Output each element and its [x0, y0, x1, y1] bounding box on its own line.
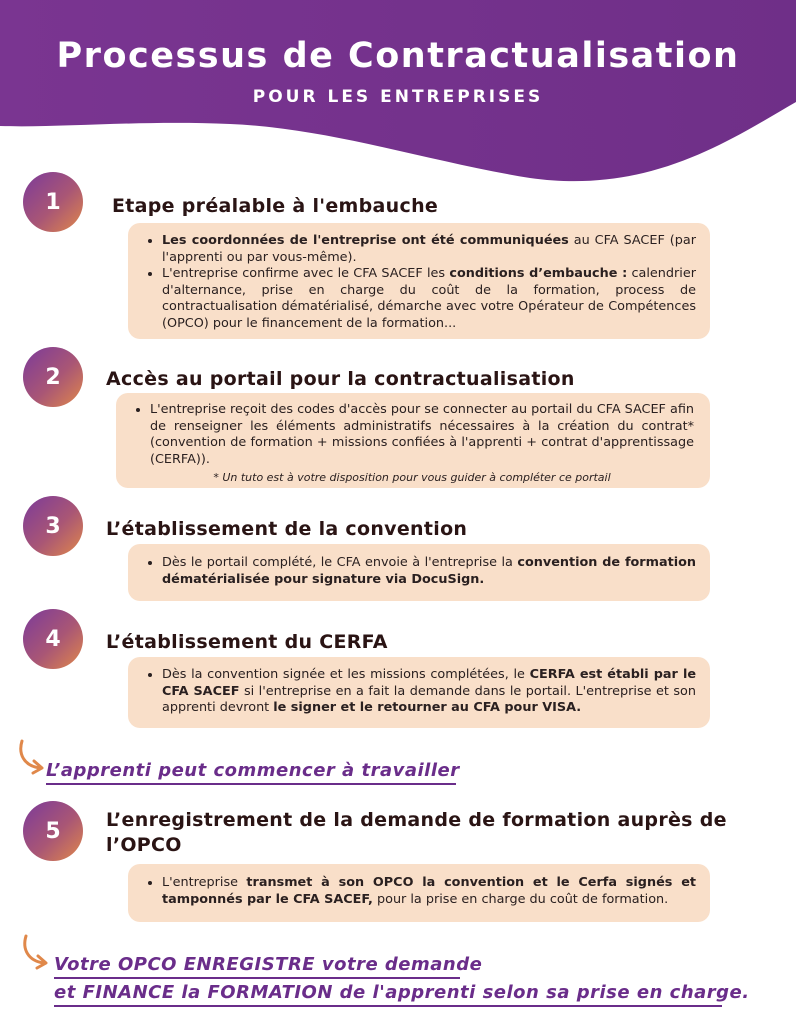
callout-opco-line-2: et FINANCE la FORMATION de l'apprenti selon sa prise en charge.: [54, 982, 750, 1003]
curved-arrow-icon: [18, 933, 52, 973]
step-1-box: [128, 223, 710, 339]
step-2-note: * Un tuto est à votre disposition pour vous guider à compléter ce portail: [213, 471, 611, 484]
callout-start-work: L’apprenti peut commencer à travailler: [46, 760, 460, 781]
step-5-badge: 5: [23, 801, 83, 861]
step-1-bullet-2: • L'entreprise confirme avec le CFA SACEF les conditions d’embauche : calendrier d'alternance, prise en charge du coût de la formation, process de contractualisation dématérialisé, démarche avec votre Opérateur de Compétences (OPCO) pour le financement de la formation...: [162, 266, 696, 332]
step-3-box: [128, 544, 710, 601]
step-4-box: [128, 657, 710, 728]
step-2-badge: 2: [23, 347, 83, 407]
step-3-title: L’établissement de la convention: [106, 518, 468, 540]
step-1-bullet-1: • Les coordonnées de l'entreprise ont été communiquées au CFA SACEF (par l'apprenti ou par vous-même).: [162, 233, 696, 266]
step-5-title: L’enregistrement de la demande de formation auprès de l’OPCO: [106, 809, 727, 856]
page-subtitle: POUR LES ENTREPRISES: [252, 87, 544, 107]
step-5-bullet-1: • L'entreprise transmet à son OPCO la convention et le Cerfa signés et tamponnés par le CFA SACEF, pour la prise en charge du coût de formation.: [162, 875, 696, 908]
step-4-badge: 4: [23, 609, 83, 669]
callout-1-underline: [46, 783, 456, 785]
step-4-title: L’établissement du CERFA: [106, 631, 388, 653]
step-1-title: Etape préalable à l'embauche: [112, 195, 439, 217]
step-2-bullet-1: • L'entreprise reçoit des codes d'accès pour se connecter au portail du CFA SACEF afin de renseigner les éléments administratifs nécessaires à la création du contrat* (convention de formation + missions confiées à l'apprenti + contrat d'apprentissage (CERFA)).: [150, 402, 694, 468]
step-2-box: [116, 393, 710, 488]
step-3-badge: 3: [23, 496, 83, 556]
step-3-bullet-1: • Dès le portail complété, le CFA envoie à l'entreprise la convention de formation dématérialisée pour signature via DocuSign.: [162, 555, 696, 588]
header-banner: [0, 0, 796, 200]
callout-2-underline-1: [54, 977, 460, 979]
step-5-box: [128, 864, 710, 922]
callout-2-underline-2: [54, 1005, 722, 1007]
curved-arrow-icon: [14, 738, 48, 778]
page-title: Processus de Contractualisation: [56, 36, 740, 76]
step-2-title: Accès au portail pour la contractualisation: [106, 368, 575, 390]
step-4-bullet-1: • Dès la convention signée et les missions complétées, le CERFA est établi par le CFA SACEF si l'entreprise en a fait la demande dans le portail. L'entreprise et son apprenti devront le signer et le retourner au CFA pour VISA.: [162, 667, 696, 717]
callout-opco-line-1: Votre OPCO ENREGISTRE votre demande: [54, 954, 483, 975]
step-1-badge: 1: [23, 172, 83, 232]
